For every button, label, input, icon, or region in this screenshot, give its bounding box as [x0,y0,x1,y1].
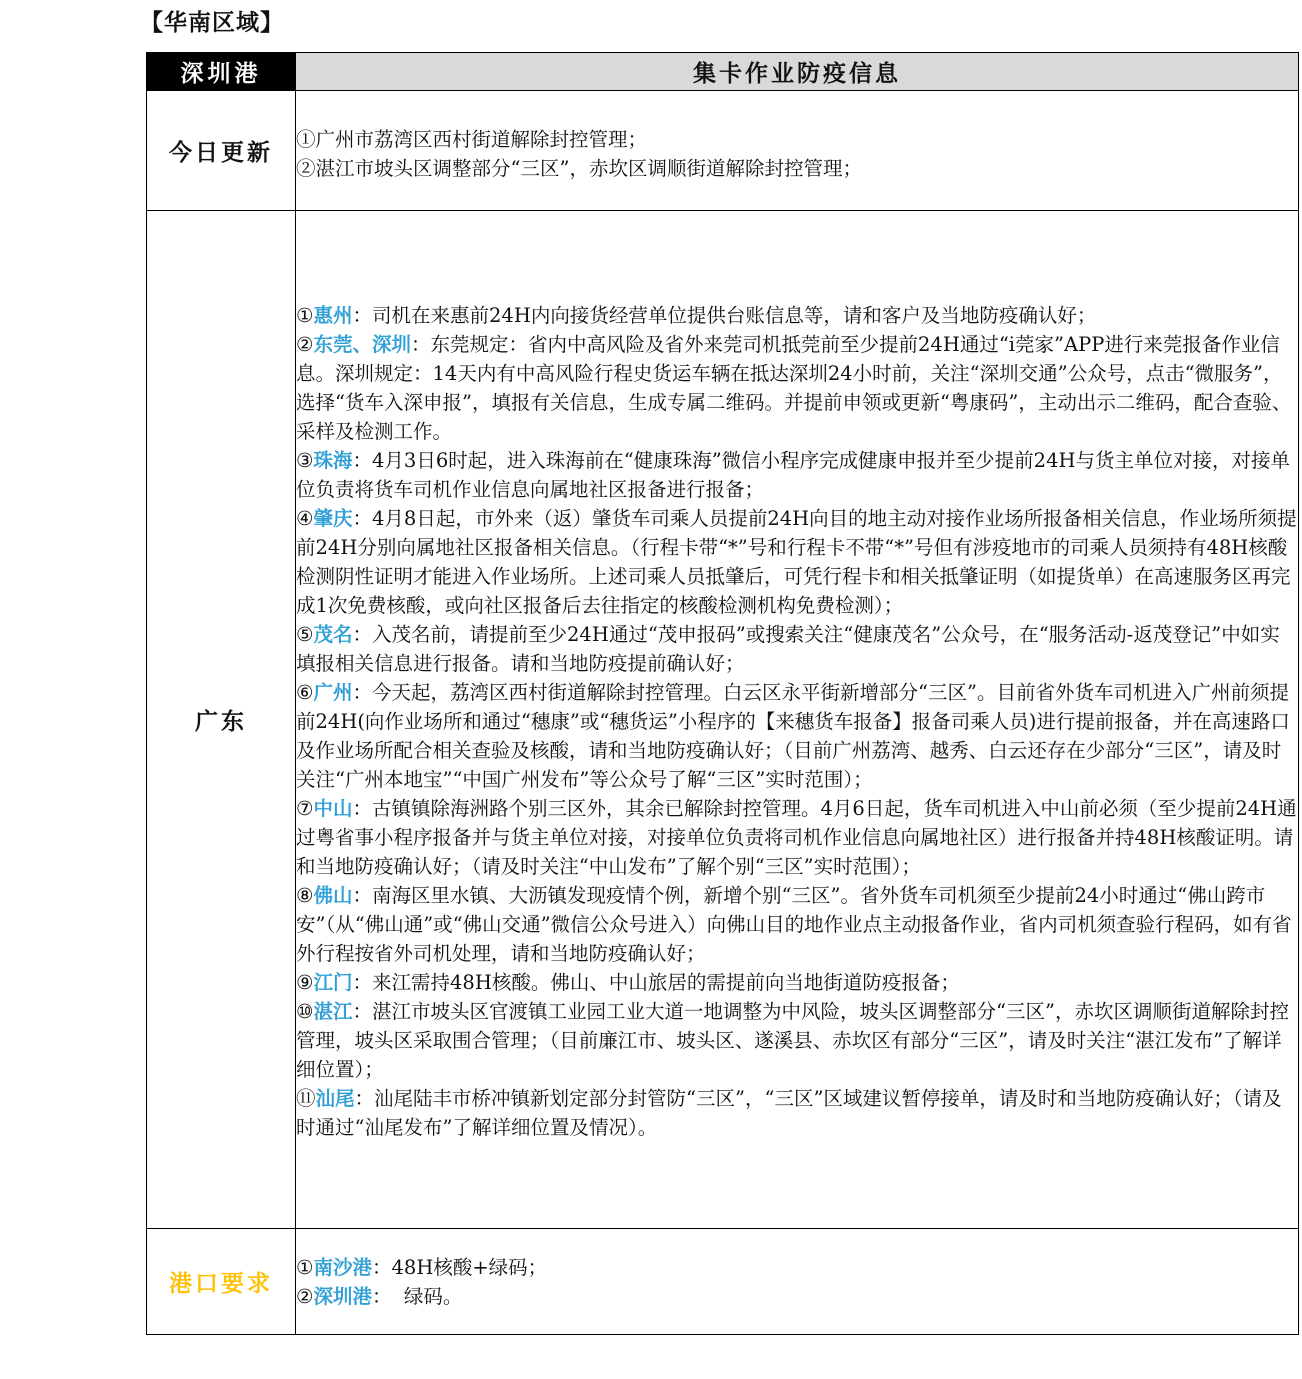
city-name: 湛江 [313,1000,353,1023]
city-name: 茂名 [313,623,353,646]
city-name: 东莞、深圳 [313,333,411,356]
item-text: ： 绿码。 [372,1284,463,1308]
port-name: 深圳港 [313,1284,372,1308]
guangdong-label: 广东 [147,211,296,1229]
item-text: ：汕尾陆丰市桥冲镇新划定部分封管防“三区”，“三区”区域建议暂停接单，请及时和当地防疫确认好；（请及时通过“汕尾发布”了解详细位置及情况）。 [296,1087,1282,1139]
city-item [296,794,1298,881]
item-text: ：湛江市坡头区官渡镇工业园工业大道一地调整为中风险，坡头区调整部分“三区”，赤坎区调顺街道解除封控管理，坡头区采取围合管理；（目前廉江市、坡头区、遂溪县、赤坎区有部分“三区”，请及时关注“湛江发布”了解详细位置）； [296,1000,1289,1081]
item-text: ：4月3日6时起，进入珠海前在“健康珠海”微信小程序完成健康申报并至少提前24H与货主单位对接，对接单位负责将货车司机作业信息向属地社区报备进行报备； [296,449,1290,501]
item-text: ：4月8日起，市外来（返）肇货车司乘人员提前24H向目的地主动对接作业场所报备相关信息，作业场所须提前24H分别向属地社区报备相关信息。（行程卡带“*”号和行程卡不带“*”号但有涉疫地市的司乘人员须持有48H核酸检测阴性证明才能进入作业场所。上述司乘人员抵肇后，可凭行程卡和相关抵肇证明（如提货单）在高速服务区再完成1次免费核酸，或向社区报备后去往指定的核酸检测机构免费检测）； [296,507,1297,617]
port-requirement-content [296,1229,1299,1335]
info-header: 集卡作业防疫信息 [296,53,1299,91]
item-text: ：入茂名前，请提前至少24H通过“茂申报码”或搜索关注“健康茂名”公众号，在“服务活动-返茂登记”中如实填报相关信息进行报备。请和当地防疫提前确认好； [296,623,1280,675]
item-number: ⑦ [296,797,314,820]
city-item [296,1084,1298,1142]
today-update-label: 今日更新 [147,91,296,211]
port-requirement-label: 港口要求 [147,1229,296,1335]
region-title: 【华南区域】 [140,10,284,36]
city-name: 广州 [313,681,353,704]
item-number: ⑩ [296,1000,314,1023]
item-number: ① [296,1255,314,1279]
port-name-header: 深圳港 [147,53,296,91]
item-number: ⑨ [296,971,314,994]
city-name: 佛山 [313,884,353,907]
city-item [296,968,1298,997]
today-item: ②湛江市坡头区调整部分“三区”，赤坎区调顺街道解除封控管理； [296,156,862,180]
city-item [296,301,1298,330]
item-number: ⑧ [296,884,314,907]
item-number: ③ [296,449,314,472]
city-item [296,446,1298,504]
city-name: 汕尾 [315,1087,355,1110]
city-item [296,330,1298,446]
item-number: ⑥ [296,681,314,704]
city-name: 江门 [313,971,353,994]
item-text: ：古镇镇除海洲路个别三区外，其余已解除封控管理。4月6日起，货车司机进入中山前必须（至少提前24H通过粤省事小程序报备并与货主单位对接，对接单位负责将司机作业信息向属地社区）进行报备并持48H核酸证明。请和当地防疫确认好；（请及时关注“中山发布”了解个别“三区”实时范围）； [296,797,1297,878]
port-item [296,1282,1298,1311]
today-update-row [147,91,1299,211]
port-name: 南沙港 [313,1255,372,1279]
city-name: 珠海 [313,449,353,472]
guangdong-content [296,211,1299,1229]
item-number: ② [296,1284,314,1308]
city-name: 肇庆 [313,507,353,530]
city-name: 惠州 [313,304,353,327]
header-row [147,53,1299,91]
info-table [146,52,1299,1335]
port-requirement-row [147,1229,1299,1335]
city-item [296,504,1298,620]
today-item: ①广州市荔湾区西村街道解除封控管理； [296,127,648,151]
item-number: ⑪ [296,1087,316,1110]
item-text: ：今天起，荔湾区西村街道解除封控管理。白云区永平街新增部分“三区”。目前省外货车司机进入广州前须提前24H(向作业场所和通过“穗康”或“穗货运”小程序的【来穗货车报备】报备司乘人员)进行提前报备，并在高速路口及作业场所配合相关查验及核酸，请和当地防疫确认好；（目前广州荔湾、越秀、白云还存在少部分“三区”，请及时关注“广州本地宝”“中国广州发布”等公众号了解“三区”实时范围）； [296,681,1290,791]
item-text: ：48H核酸+绿码； [372,1255,548,1279]
item-number: ⑤ [296,623,314,646]
item-number: ④ [296,507,314,530]
city-item [296,678,1298,794]
item-text: ：来江需持48H核酸。佛山、中山旅居的需提前向当地街道防疫报备； [352,971,960,994]
item-text: ：南海区里水镇、大沥镇发现疫情个例，新增个别“三区”。省外货车司机须至少提前24小时通过“佛山跨市安”（从“佛山通”或“佛山交通”微信公众号进入）向佛山目的地作业点主动报备作业，省内司机须查验行程码，如有省外行程按省外司机处理，请和当地防疫确认好； [296,884,1292,965]
city-item [296,997,1298,1084]
item-text: ：司机在来惠前24H内向接货经营单位提供台账信息等，请和客户及当地防疫确认好； [352,304,1097,327]
port-item [296,1253,1298,1282]
city-item [296,620,1298,678]
city-item [296,881,1298,968]
item-number: ① [296,304,314,327]
item-number: ② [296,333,314,356]
today-update-content [296,91,1299,211]
item-text: ：东莞规定：省内中高风险及省外来莞司机抵莞前至少提前24H通过“i莞家”APP进行来莞报备作业信息。深圳规定：14天内有中高风险行程史货运车辆在抵达深圳24小时前，关注“深圳交通”公众号，点击“微服务”，选择“货车入深申报”，填报有关信息，生成专属二维码。并提前申领或更新“粤康码”，主动出示二维码，配合查验、采样及检测工作。 [296,333,1292,443]
guangdong-row [147,211,1299,1229]
city-name: 中山 [313,797,353,820]
